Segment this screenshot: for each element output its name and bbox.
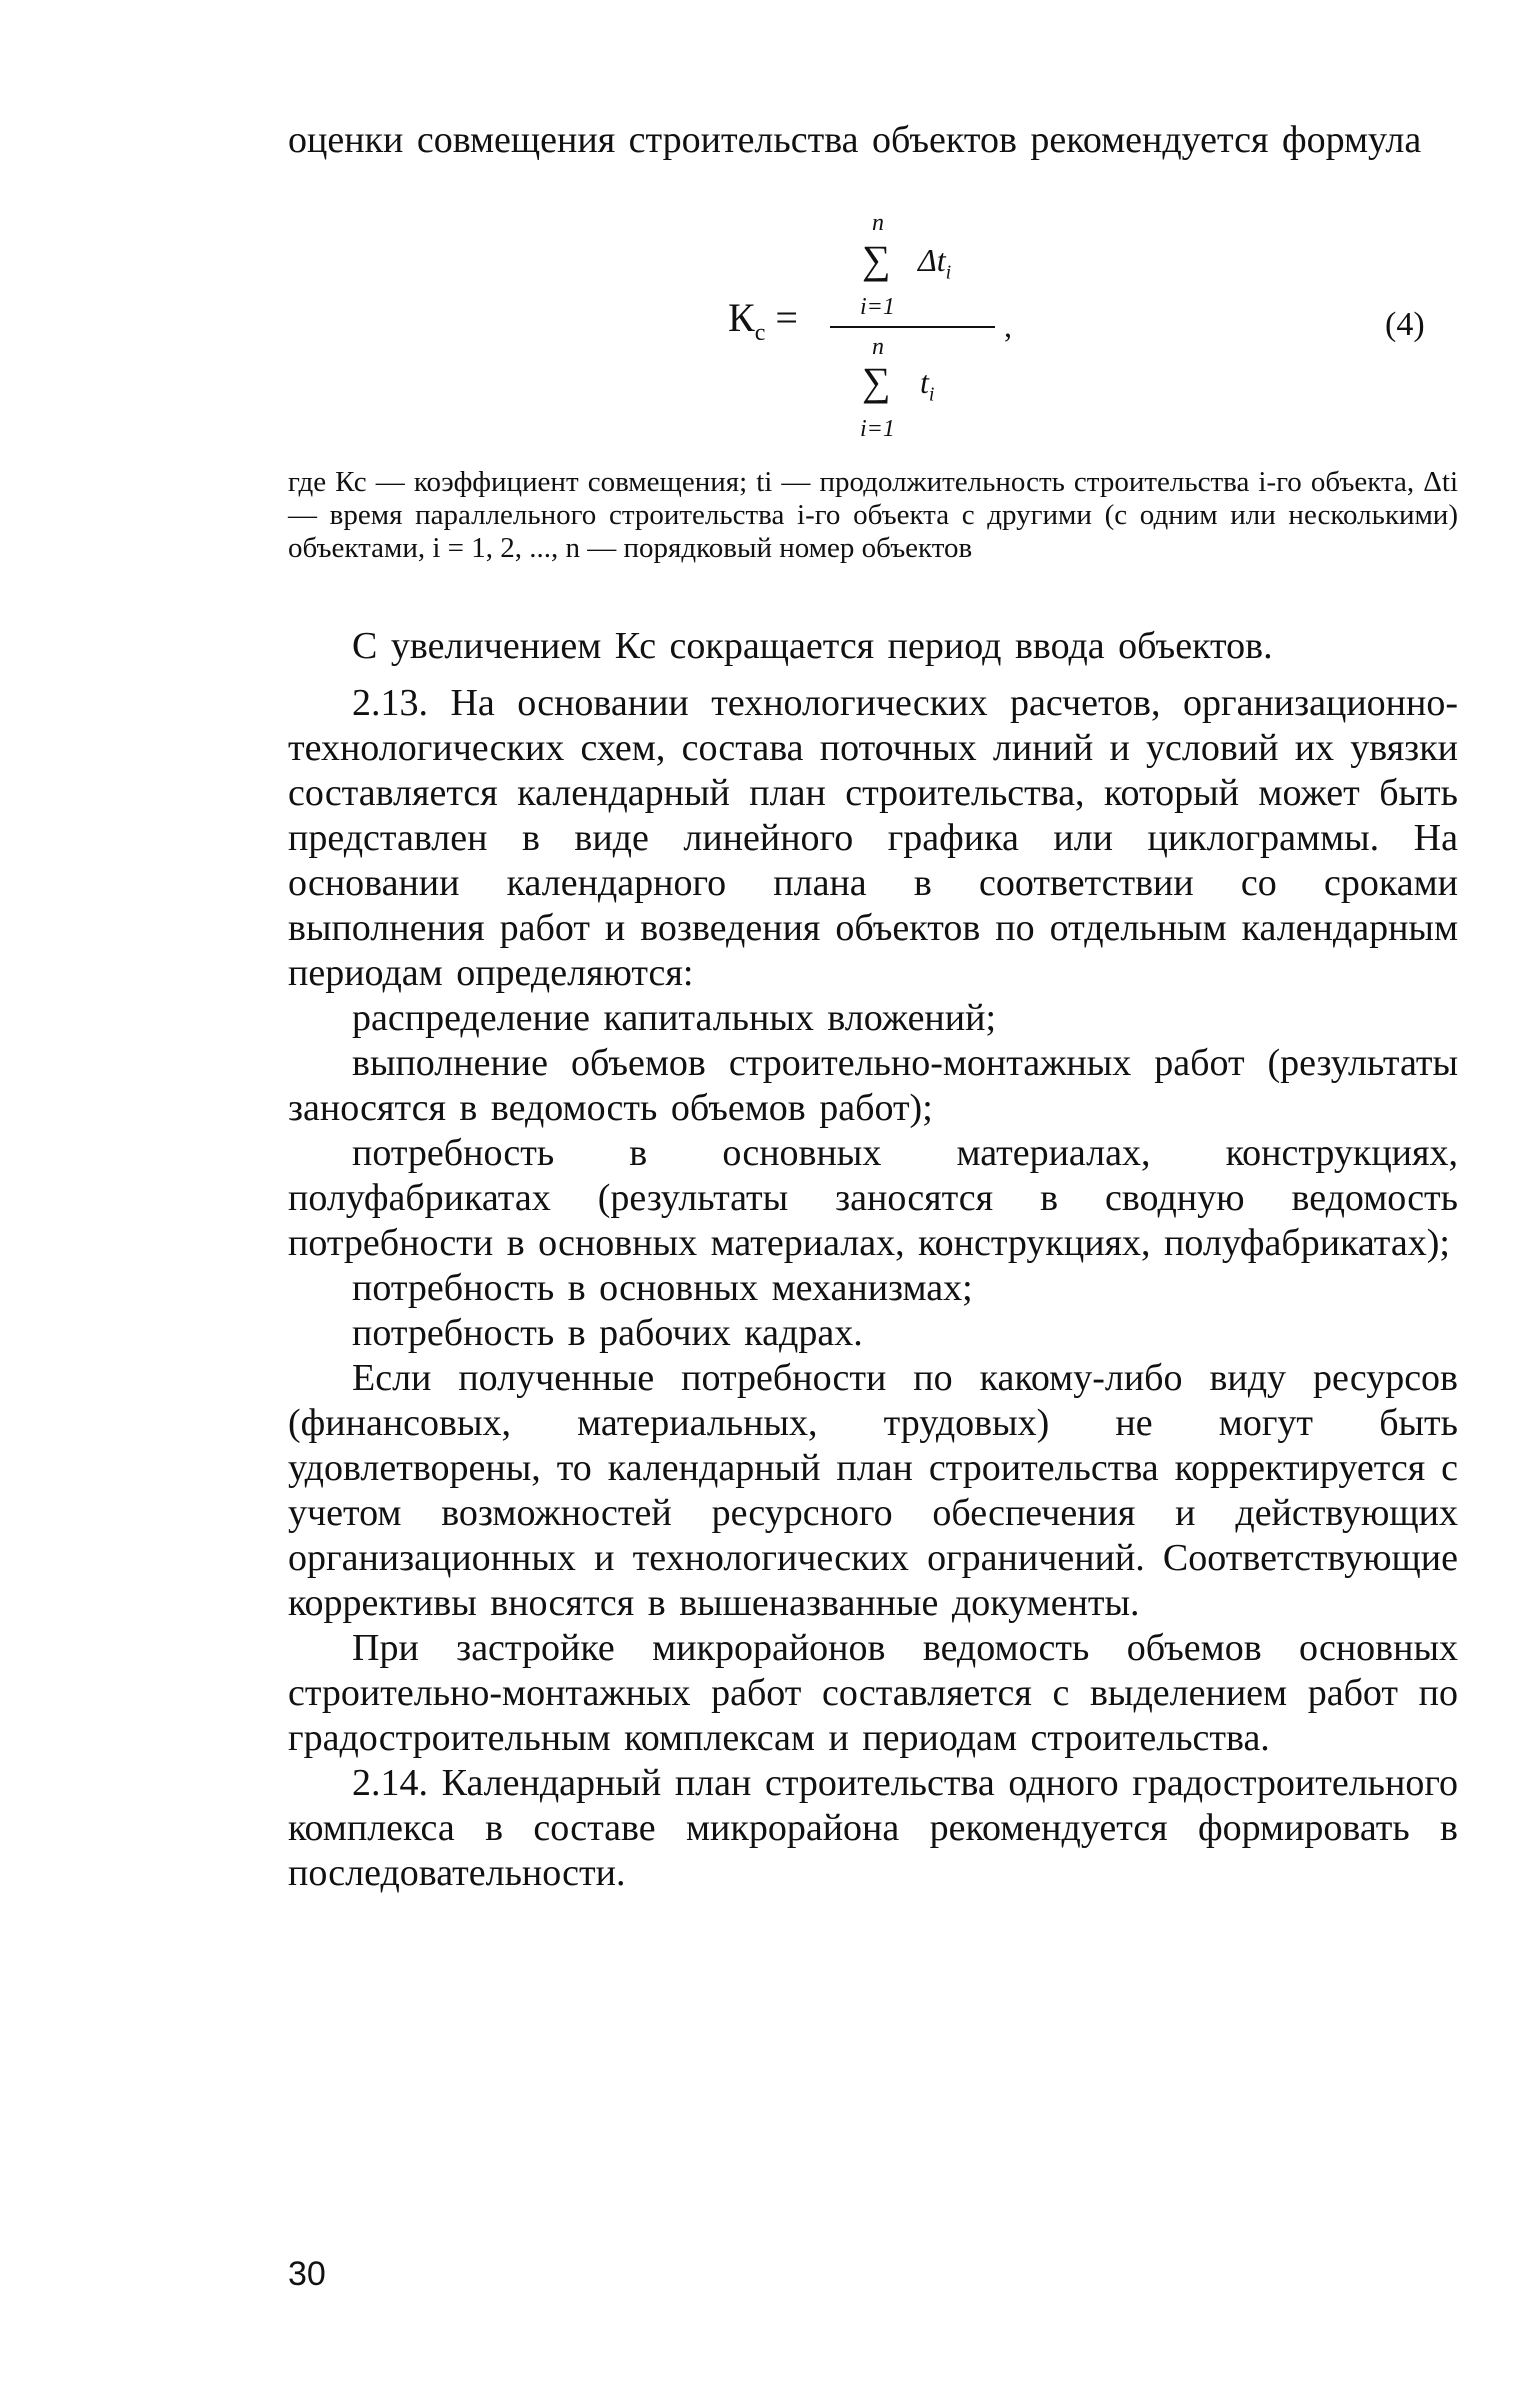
formula-lhs <box>728 294 798 347</box>
denominator-term <box>920 364 934 406</box>
main-body <box>288 624 1458 1896</box>
intro-text: оценки совмещения строительства объектов рекомендуется формула <box>288 119 1422 161</box>
where-clause <box>288 466 1458 565</box>
formula-number: (4) <box>1385 306 1425 343</box>
paragraph-2-14: 2.14. Календарный план строительства одного градостроительного комплекса в составе микрорайона рекомендуется формировать в последовательности. <box>288 1762 1458 1894</box>
formula-equals: = <box>775 295 798 340</box>
list-item-volumes: выполнение объемов строительно-монтажных работ (результаты заносятся в ведомость объемов работ); <box>288 1042 1458 1129</box>
page-number: 30 <box>288 2255 326 2293</box>
paragraph-microdistricts: При застройке микрорайонов ведомость объемов основных строительно-монтажных работ составляется с выделением работ по градостроительным комплексам и периодам строительства. <box>288 1627 1458 1759</box>
list-item-materials: потребность в основных материалах, конструкциях, полуфабрикатах (результаты заносятся в сводную ведомость потребности в основных материалах, конструкциях, полуфабрикатах); <box>288 1132 1458 1264</box>
formula-lhs-subscript: c <box>754 320 766 346</box>
where-text: где Кс — коэффициент совмещения; ti — продолжительность строительства i-го объекта, Δti — время параллельного строительства i-го объекта с другими (с одним или несколькими) объектами, i = 1, 2, ..., n — порядковый номер объектов <box>288 466 1458 564</box>
numerator-lower-limit: i=1 <box>860 294 895 320</box>
fraction-line <box>830 326 995 328</box>
formula-comma: , <box>1004 308 1012 344</box>
denominator-sigma: ∑ <box>862 359 891 404</box>
denominator-term-sub: i <box>928 383 935 406</box>
list-item-investment: распределение капитальных вложений; <box>352 997 996 1039</box>
numerator-upper-limit: n <box>872 210 884 236</box>
formula-4 <box>0 210 1520 450</box>
denominator-lower-limit: i=1 <box>860 416 895 442</box>
intro-paragraph <box>288 118 1458 163</box>
numerator-term <box>918 242 951 284</box>
denominator-term-main: t <box>920 364 929 400</box>
numerator-term-sub: i <box>945 261 952 284</box>
formula-lhs-symbol: К <box>728 295 755 340</box>
numerator-term-main: Δt <box>918 242 946 278</box>
denominator-upper-limit: n <box>872 334 884 360</box>
numerator-sigma: ∑ <box>862 237 891 282</box>
paragraph-correction: Если полученные потребности по какому-либо виду ресурсов (финансовых, материальных, трудовых) не могут быть удовлетворены, то календарный план строительства корректируется с учетом возможностей ресурсного обеспечения и действующих организационных и технологических ограничений. Соответствующие коррективы вносятся в вышеназванные документы. <box>288 1357 1458 1624</box>
paragraph-2-13: 2.13. На основании технологических расчетов, организационно-технологических схем, состава поточных линий и условий их увязки составляется календарный план строительства, который может быть представлен в виде линейного графика или циклограммы. На основании календарного плана в соответствии со сроками выполнения работ и возведения объектов по отдельным календарным периодам определяются: <box>288 682 1458 994</box>
paragraph-kc: С увеличением Кс сокращается период ввода объектов. <box>352 625 1273 667</box>
list-item-workforce: потребность в рабочих кадрах. <box>352 1312 863 1354</box>
list-item-machinery: потребность в основных механизмах; <box>352 1267 973 1309</box>
